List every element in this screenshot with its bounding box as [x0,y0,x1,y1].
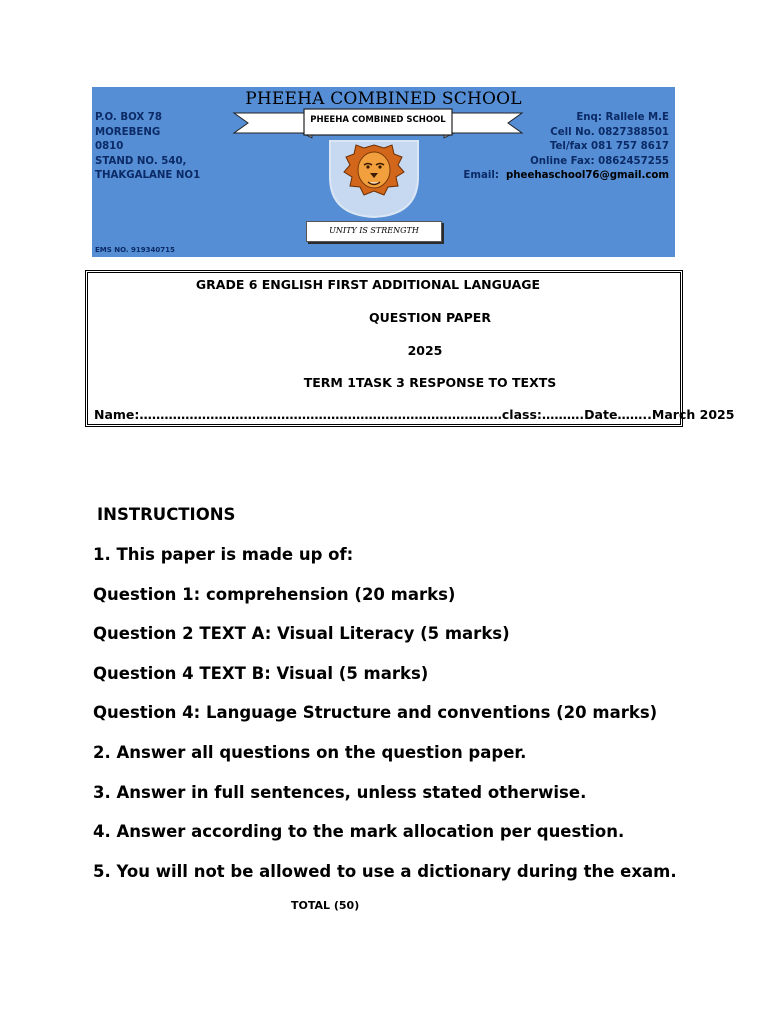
instructions-list [93,544,677,900]
email-line [463,169,669,184]
address-line: MOREBENG [95,126,161,138]
term-task: TERM 1TASK 3 RESPONSE TO TEXTS [303,375,557,390]
letterhead [92,87,675,257]
email-label: Email: [463,170,499,181]
tel-fax: Tel/fax 081 757 8617 [549,141,669,152]
email-address[interactable]: pheehaschool76@gmail.com [506,170,669,181]
exam-title-box [85,270,735,427]
address-line: STAND NO. 540, [95,155,187,167]
cell-number: Cell No. 0827388501 [550,126,669,138]
school-motto: UNITY IS STRENGTH [329,226,419,235]
school-name: PHEEHA COMBINED SCHOOL [245,89,522,109]
address-line: P.O. BOX 78 [95,112,162,123]
subject-title: GRADE 6 ENGLISH FIRST ADDITIONAL LANGUAGE [195,277,541,292]
instruction-item: Question 4: Language Structure and conventions (20 marks) [93,703,658,723]
instruction-item: 2. Answer all questions on the question paper. [93,742,527,762]
exam-year: 2025 [407,343,443,358]
enquiries: Enq: Rallele M.E [576,112,669,123]
paper-type: QUESTION PAPER [369,310,491,325]
school-address [95,111,200,184]
instruction-item: 3. Answer in full sentences, unless stated otherwise. [93,782,587,802]
instruction-item: Question 4 TEXT B: Visual (5 marks) [93,663,429,683]
instruction-item: 4. Answer according to the mark allocation per question. [93,822,625,842]
instructions-heading: INSTRUCTIONS [97,505,236,524]
school-crest [328,139,420,219]
ems-number: EMS NO. 919340715 [95,246,175,254]
banner-text: PHEEHA COMBINED SCHOOL [310,115,446,125]
online-fax: Online Fax: 0862457255 [530,155,669,167]
address-line: THAKGALANE NO1 [95,170,201,181]
address-line: 0810 [95,141,124,152]
instruction-item: 5. You will not be allowed to use a dictionary during the exam. [93,861,677,881]
instruction-item: 1. This paper is made up of: [93,545,354,564]
total-marks: TOTAL (50) [291,899,360,912]
motto-box [306,221,442,242]
instruction-item: Question 2 TEXT A: Visual Literacy (5 marks) [93,624,510,644]
instruction-item: Question 1: comprehension (20 marks) [93,584,456,604]
name-class-date-field[interactable]: Name:……………………………………………………………………………class:……….Date……..March 2025 [94,407,735,422]
